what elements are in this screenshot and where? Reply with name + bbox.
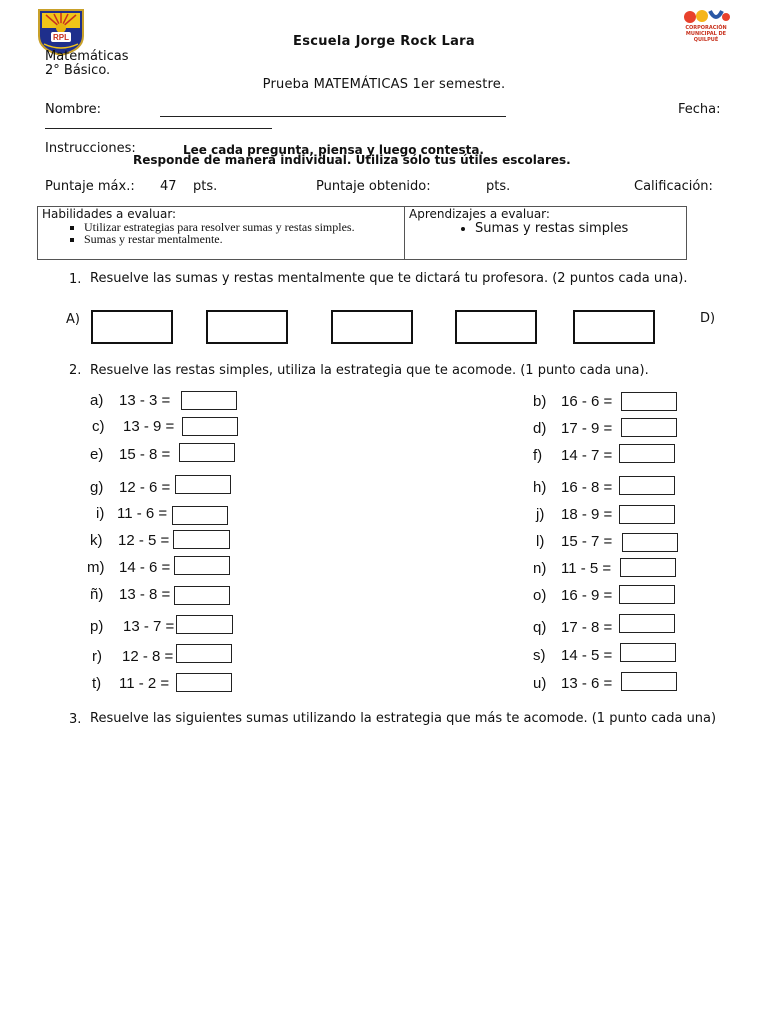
q2-answer-box[interactable] bbox=[174, 586, 230, 605]
skills-header: Habilidades a evaluar: bbox=[42, 207, 177, 221]
q2-expression: 12 - 8 = bbox=[122, 648, 174, 665]
q2-expression: 12 - 5 = bbox=[118, 532, 170, 549]
q2-label: m) bbox=[87, 559, 105, 576]
q2-answer-box[interactable] bbox=[619, 585, 675, 604]
q2-answer-box[interactable] bbox=[181, 391, 237, 410]
q2-text: Resuelve las restas simples, utiliza la estrategia que te acomode. (1 punto cada una). bbox=[90, 363, 649, 378]
learning-cell bbox=[405, 207, 687, 260]
date-line[interactable] bbox=[45, 128, 272, 129]
q2-answer-box[interactable] bbox=[176, 615, 233, 634]
q2-expression: 17 - 9 = bbox=[561, 420, 613, 437]
q2-answer-box[interactable] bbox=[175, 475, 231, 494]
q3-number: 3. bbox=[69, 712, 82, 727]
q2-label: r) bbox=[92, 648, 102, 665]
q2-expression: 13 - 7 = bbox=[123, 618, 175, 635]
q2-answer-box[interactable] bbox=[620, 558, 676, 577]
skills-cell bbox=[38, 207, 405, 260]
q1-text: Resuelve las sumas y restas mentalmente que te dictará tu profesora. (2 puntos cada una). bbox=[90, 271, 688, 286]
q2-expression: 11 - 5 = bbox=[561, 560, 612, 577]
q2-label: f) bbox=[533, 447, 543, 464]
q1-answer-box-d[interactable] bbox=[455, 310, 537, 344]
skills-list bbox=[42, 221, 400, 245]
q2-answer-box[interactable] bbox=[176, 673, 232, 692]
skill-item: ▪ Sumas y restar mentalmente. bbox=[84, 233, 400, 245]
corporation-logo-text: CORPORACIÓN MUNICIPAL DE QUILPUÉ bbox=[685, 25, 727, 43]
q2-label: g) bbox=[90, 479, 104, 496]
q2-answer-box[interactable] bbox=[176, 644, 232, 663]
q2-expression: 16 - 8 = bbox=[561, 479, 613, 496]
obtained-score-label: Puntaje obtenido: bbox=[316, 179, 431, 194]
school-name: Escuela Jorge Rock Lara bbox=[293, 34, 475, 49]
q1-answer-box-a[interactable] bbox=[91, 310, 173, 344]
q2-label: t) bbox=[92, 675, 102, 692]
q2-answer-box[interactable] bbox=[174, 556, 230, 575]
q2-label: c) bbox=[92, 418, 105, 435]
q2-label: o) bbox=[533, 587, 547, 604]
q2-expression: 16 - 6 = bbox=[561, 393, 613, 410]
q2-answer-box[interactable] bbox=[619, 505, 675, 524]
q2-label: a) bbox=[90, 392, 104, 409]
q1-answer-box-e[interactable] bbox=[573, 310, 655, 344]
q2-answer-box[interactable] bbox=[621, 392, 677, 411]
q2-label: u) bbox=[533, 675, 547, 692]
q2-expression: 16 - 9 = bbox=[561, 587, 613, 604]
q2-expression: 15 - 8 = bbox=[119, 446, 171, 463]
q2-expression: 14 - 5 = bbox=[561, 647, 613, 664]
q3-text: Resuelve las siguientes sumas utilizando la estrategia que más te acomode. (1 punto cada una) bbox=[90, 711, 717, 726]
q2-answer-box[interactable] bbox=[619, 614, 675, 633]
q2-label: d) bbox=[533, 420, 547, 437]
name-line[interactable] bbox=[160, 116, 506, 117]
q2-expression: 17 - 8 = bbox=[561, 619, 613, 636]
q2-expression: 18 - 9 = bbox=[561, 506, 613, 523]
instructions-line-1: Lee cada pregunta, piensa y luego contesta. bbox=[183, 143, 484, 157]
obtained-score-unit: pts. bbox=[486, 179, 511, 194]
q2-answer-box[interactable] bbox=[619, 476, 675, 495]
q2-expression: 12 - 6 = bbox=[119, 479, 171, 496]
q2-answer-box[interactable] bbox=[179, 443, 235, 462]
q2-expression: 13 - 9 = bbox=[123, 418, 175, 435]
q2-expression: 13 - 6 = bbox=[561, 675, 613, 692]
grade-level: 2° Básico. bbox=[45, 63, 111, 78]
q2-label: l) bbox=[536, 533, 545, 550]
test-title: Prueba MATEMÁTICAS 1er semestre. bbox=[262, 77, 506, 92]
learning-list bbox=[409, 221, 682, 236]
instructions-line-2: Responde de manera individual. Utiliza sólo tus útiles escolares. bbox=[133, 153, 571, 167]
q1-answer-box-b[interactable] bbox=[206, 310, 288, 344]
max-score-unit: pts. bbox=[193, 179, 218, 194]
q2-label: s) bbox=[533, 647, 546, 664]
q2-label: ñ) bbox=[90, 586, 104, 603]
q2-expression: 11 - 2 = bbox=[119, 675, 170, 692]
max-score-value: 47 bbox=[160, 179, 177, 194]
q1-label-end: D) bbox=[700, 311, 716, 326]
q2-label: b) bbox=[533, 393, 547, 410]
instructions-label: Instrucciones: bbox=[45, 141, 136, 156]
q2-expression: 14 - 7 = bbox=[561, 447, 613, 464]
q2-expression: 15 - 7 = bbox=[561, 533, 613, 550]
q2-answer-box[interactable] bbox=[182, 417, 238, 436]
q2-label: j) bbox=[536, 506, 545, 523]
subject: Matemáticas bbox=[45, 49, 129, 64]
q2-answer-box[interactable] bbox=[621, 672, 677, 691]
learning-header: Aprendizajes a evaluar: bbox=[409, 207, 550, 221]
q2-answer-box[interactable] bbox=[619, 444, 675, 463]
q2-answer-box[interactable] bbox=[172, 506, 228, 525]
q2-label: i) bbox=[96, 505, 105, 522]
q1-label-start: A) bbox=[66, 312, 80, 327]
q2-expression: 13 - 8 = bbox=[119, 586, 171, 603]
q2-expression: 14 - 6 = bbox=[119, 559, 171, 576]
learning-item: • Sumas y restas simples bbox=[475, 221, 682, 236]
q2-number: 2. bbox=[69, 363, 82, 378]
q2-answer-box[interactable] bbox=[622, 533, 678, 552]
q2-expression: 11 - 6 = bbox=[117, 505, 168, 522]
q2-expression: 13 - 3 = bbox=[119, 392, 171, 409]
q2-label: q) bbox=[533, 619, 547, 636]
q2-label: e) bbox=[90, 446, 104, 463]
q2-label: p) bbox=[90, 618, 104, 635]
q2-label: n) bbox=[533, 560, 547, 577]
name-label: Nombre: bbox=[45, 102, 102, 117]
q2-answer-box[interactable] bbox=[620, 643, 676, 662]
date-label: Fecha: bbox=[678, 102, 721, 117]
skill-item: ▪ Utilizar estrategias para resolver sumas y restas simples. bbox=[84, 221, 400, 233]
max-score-label: Puntaje máx.: bbox=[45, 179, 135, 194]
evaluation-table bbox=[37, 206, 687, 260]
svg-text:RPL: RPL bbox=[53, 33, 69, 42]
q2-answer-box[interactable] bbox=[621, 418, 677, 437]
q1-number: 1. bbox=[69, 272, 82, 287]
grade-label: Calificación: bbox=[634, 179, 713, 194]
q2-answer-box[interactable] bbox=[173, 530, 230, 549]
q1-answer-box-c[interactable] bbox=[331, 310, 413, 344]
q2-label: h) bbox=[533, 479, 547, 496]
q2-label: k) bbox=[90, 532, 103, 549]
